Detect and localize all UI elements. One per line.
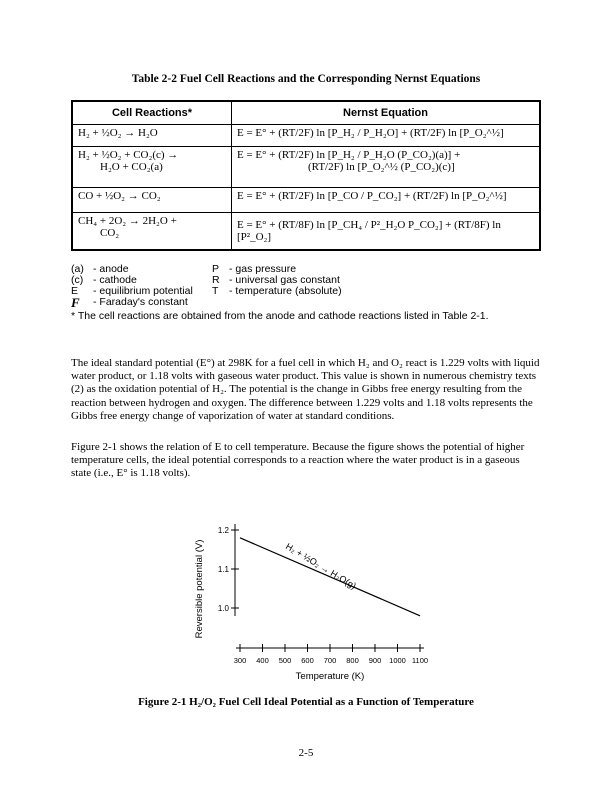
- reaction-cell: CH₄ + 2O₂ → 2H₂O + CO₂: [72, 213, 232, 251]
- page-number: 2-5: [298, 747, 314, 759]
- figure-caption: Figure 2-1 H₂/O₂ Fuel Cell Ideal Potential as a Function of Temperature: [138, 696, 474, 708]
- nernst-cell: E = E° + (RT/8F) ln [P_CH₄ / P²_H₂O P_CO₂] + (RT/8F) ln [P²_O₂]: [232, 213, 541, 251]
- table-row: [72, 125, 540, 147]
- table-row: [72, 188, 540, 213]
- x-axis-label: Temperature (K): [295, 671, 365, 682]
- x-tick-label: 700: [323, 656, 337, 665]
- nernst-cell: E = E° + (RT/2F) ln [P_H₂ / P_H₂O (P_CO₂)(a)] + (RT/2F) ln [P_O₂^½ (P_CO₂)(c)]: [232, 147, 541, 188]
- table-footnote: * The cell reactions are obtained from the anode and cathode reactions listed in Table 2-1.: [71, 310, 489, 322]
- header-nernst: Nernst Equation: [232, 101, 541, 125]
- header-cell-reactions: Cell Reactions*: [72, 101, 232, 125]
- x-tick-label: 1000: [389, 656, 406, 665]
- nernst-cell: E = E° + (RT/2F) ln [P_CO / P_CO₂] + (RT/2F) ln [P_O₂^½]: [232, 188, 541, 213]
- table-title: Table 2-2 Fuel Cell Reactions and the Corresponding Nernst Equations: [131, 73, 481, 85]
- table-row: [72, 213, 540, 251]
- potential-chart: [180, 518, 440, 688]
- line-annotation: H₂ + ½O₂ → H₂O(g): [283, 541, 358, 592]
- paragraph: Figure 2-1 shows the relation of E to cell temperature. Because the figure shows the potential of higher temperature cells, the ideal potential corresponds to a reaction where the water product is in a gaseous state (i.e., E° is 1.18 volts).: [71, 441, 525, 480]
- x-tick-label: 300: [233, 656, 247, 665]
- nernst-table: [71, 100, 541, 251]
- x-tick-label: 600: [301, 656, 314, 665]
- reaction-cell: H₂ + ½O₂ + CO₂(c) → H₂O + CO₂(a): [72, 147, 232, 188]
- paragraph: The ideal standard potential (E°) at 298K for a fuel cell in which H₂ and O₂ react is 1.229 volts with liquid water product, or 1.18 volts with gaseous water product. This value is shown in numerous chemistry texts (2) as the oxidation potential of H₂. The potential is the change in Gibbs free energy resulting from the reaction between hydrogen and oxygen. The difference between 1.229 volts and 1.18 volts represents the Gibbs free energy change of vaporization of water at standard conditions.: [71, 357, 540, 422]
- y-axis-label: Reversible potential (V): [194, 539, 205, 639]
- x-tick-label: 500: [278, 656, 292, 665]
- nernst-cell: E = E° + (RT/2F) ln [P_H₂ / P_H₂O] + (RT/2F) ln [P_O₂^½]: [232, 125, 541, 147]
- x-tick-label: 900: [368, 656, 382, 665]
- x-tick-label: 800: [346, 656, 359, 665]
- reaction-cell: CO + ½O₂ → CO₂: [72, 188, 232, 213]
- y-tick-label: 1.2: [217, 526, 229, 535]
- x-tick-label: 1100: [411, 656, 429, 665]
- y-tick-label: 1.1: [217, 565, 229, 574]
- y-tick-label: 1.0: [217, 604, 229, 613]
- table-row: [72, 147, 540, 188]
- reaction-cell: H₂ + ½O₂ → H₂O: [72, 125, 232, 147]
- x-tick-label: 400: [256, 656, 269, 665]
- table-legend: (a) - anode P - gas pressure (c) - cathode R - universal gas constant E - equilibrium potential T - temperature (absolute) F - Faraday's constant * The cell reactions are obtained from the anode and cathode reactions listed in Table 2-1.: [71, 263, 489, 322]
